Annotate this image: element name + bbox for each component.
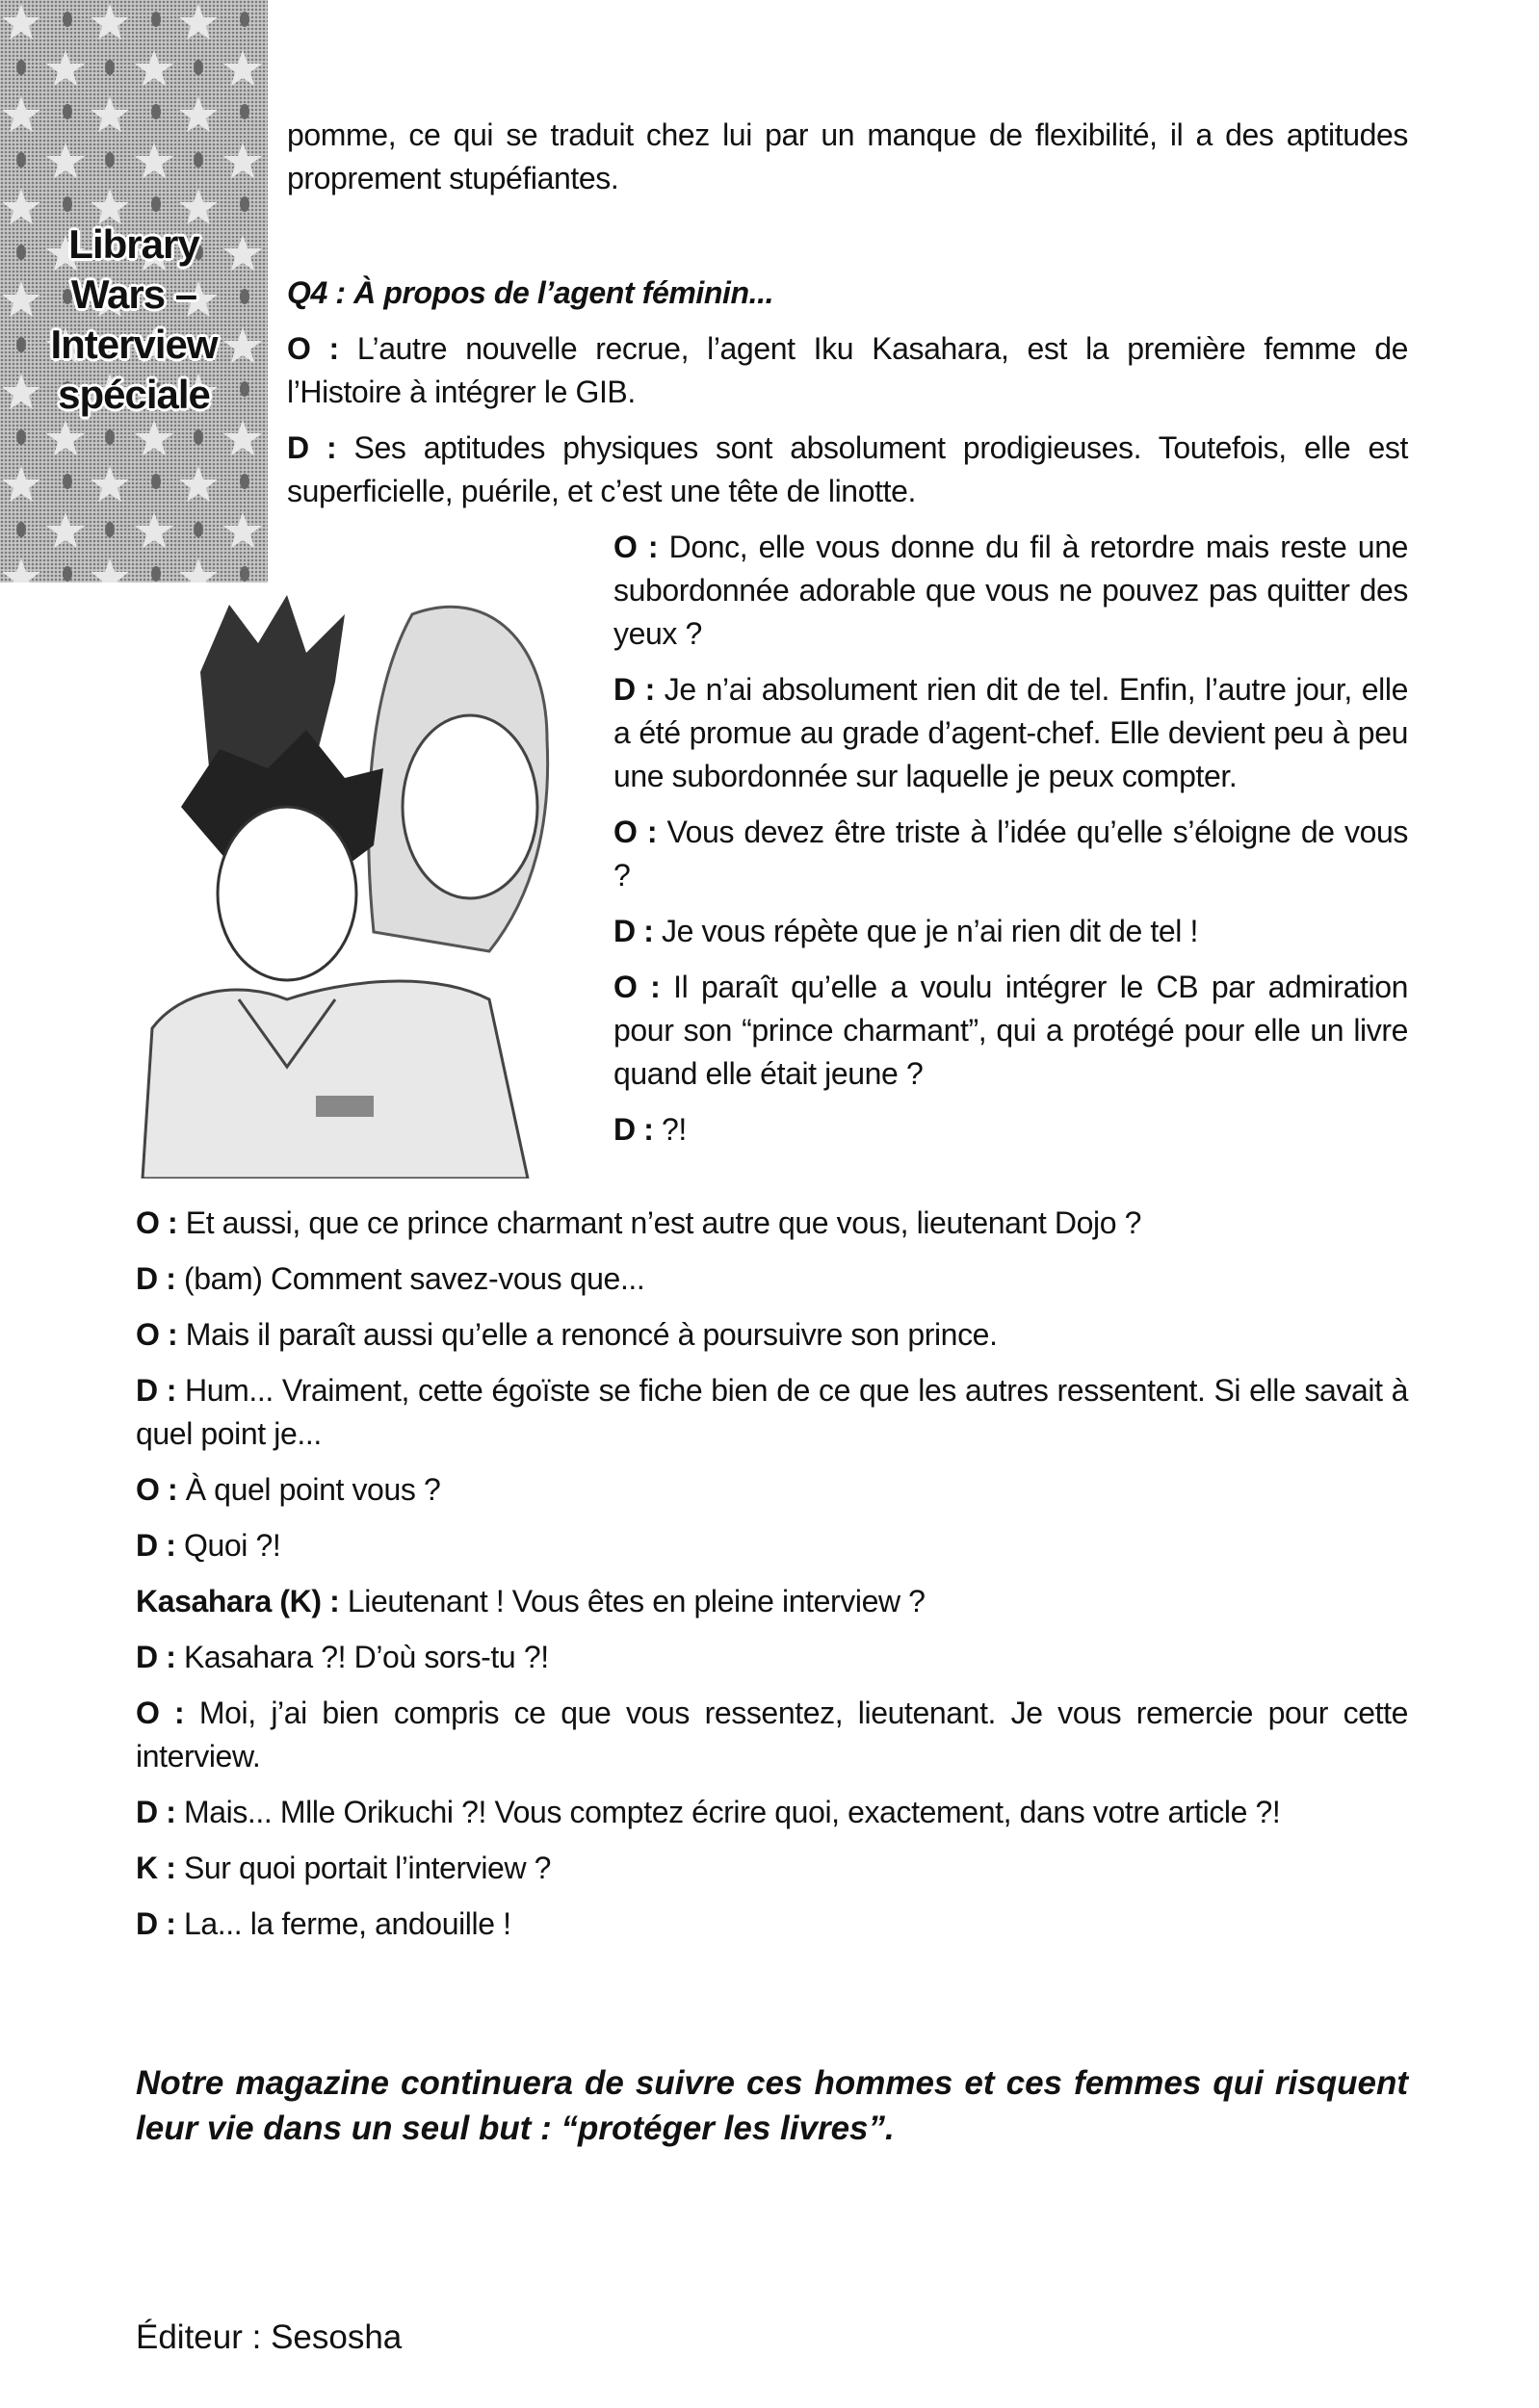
speaker-label: D : [613, 672, 655, 707]
title-line: spéciale [58, 372, 210, 417]
dialogue-line [613, 668, 1408, 798]
title-line: Library [68, 221, 199, 267]
dialogue-line [136, 1369, 1408, 1456]
question-heading: Q4 : À propos de l’agent féminin... [287, 275, 774, 310]
dialogue-line [136, 1847, 1408, 1890]
dialogue-text: Quoi ?! [183, 1528, 281, 1563]
speaker-label: O : [136, 1205, 178, 1240]
dialogue-text: (bam) Comment savez-vous que... [183, 1261, 645, 1296]
dialogue-text: L’autre nouvelle recrue, l’agent Iku Kasahara, est la première femme de l’Histoire à intégrer le GIB. [287, 331, 1408, 409]
title-line: Wars – [70, 272, 197, 317]
dialogue-text: Mais... Mlle Orikuchi ?! Vous comptez écrire quoi, exactement, dans votre article ?! [183, 1795, 1281, 1829]
dialogue-line [136, 1468, 1408, 1512]
dialogue-text: Je vous répète que je n’ai rien dit de tel ! [661, 914, 1198, 948]
title-line: Interview [50, 322, 218, 367]
dialogue-line [136, 1257, 1408, 1301]
speaker-label: Kasahara (K) : [136, 1584, 340, 1618]
speaker-label: D : [136, 1373, 176, 1408]
dialogue-text: À quel point vous ? [185, 1472, 441, 1507]
speaker-label: D : [136, 1906, 176, 1941]
section-title [0, 220, 268, 420]
dialogue-line [136, 1903, 1408, 1946]
speaker-label: O : [136, 1696, 185, 1730]
speaker-label: D : [613, 1112, 654, 1147]
dialogue-line [136, 1791, 1408, 1834]
speaker-label: D : [136, 1795, 176, 1829]
dialogue-text: ?! [661, 1112, 687, 1147]
dialogue-text: La... la ferme, andouille ! [183, 1906, 511, 1941]
speaker-label: D : [613, 914, 654, 948]
dialogue-top [287, 272, 1408, 526]
closing-statement: Notre magazine continuera de suivre ces hommes et ces femmes qui risquent leur vie dans un seul but : “protéger les livres”. [136, 2064, 1408, 2147]
dialogue-line [613, 811, 1408, 897]
speaker-label: K : [136, 1851, 176, 1885]
dialogue-line [136, 1313, 1408, 1357]
dialogue-text: Donc, elle vous donne du fil à retordre mais reste une subordonnée adorable que vous ne pouvez pas quitter des yeux ? [613, 530, 1408, 651]
speaker-label: O : [287, 331, 339, 366]
speaker-label: D : [136, 1528, 176, 1563]
dialogue-text: Kasahara ?! D’où sors-tu ?! [183, 1640, 549, 1674]
dialogue-text: Il paraît qu’elle a voulu intégrer le CB par admiration pour son “prince charmant”, qui a protégé pour elle un livre quand elle était jeune ? [613, 970, 1408, 1091]
dialogue-text: Moi, j’ai bien compris ce que vous ressentez, lieutenant. Je vous remercie pour cette interview. [136, 1696, 1408, 1774]
dialogue-line [613, 526, 1408, 656]
dialogue-line [136, 1580, 1408, 1623]
speaker-label: O : [136, 1317, 178, 1352]
dialogue-text: Hum... Vraiment, cette égoïste se fiche bien de ce que les autres ressentent. Si elle savait à quel point je... [136, 1373, 1408, 1451]
dialogue-line [613, 910, 1408, 953]
speaker-label: O : [136, 1472, 178, 1507]
speaker-label: D : [287, 430, 337, 465]
decorative-star-band [0, 0, 268, 583]
dialogue-line [287, 427, 1408, 513]
dialogue-text: Lieutenant ! Vous êtes en pleine interview ? [347, 1584, 926, 1618]
dialogue-line [136, 1636, 1408, 1679]
dialogue-text: Vous devez être triste à l’idée qu’elle s’éloigne de vous ? [613, 815, 1408, 893]
dialogue-text: Je n’ai absolument rien dit de tel. Enfin, l’autre jour, elle a été promue au grade d’agent-chef. Elle devient peu à peu une subordonnée sur laquelle je peux compter. [613, 672, 1408, 793]
speaker-label: O : [613, 530, 659, 564]
intro-text: pomme, ce qui se traduit chez lui par un manque de flexibilité, il a des aptitudes proprement stupéfiantes. [287, 117, 1408, 195]
dialogue-line [613, 1108, 1408, 1152]
dialogue-line [287, 327, 1408, 414]
speaker-label: D : [136, 1640, 176, 1674]
dialogue-bottom [136, 1202, 1408, 1958]
dialogue-line [136, 1524, 1408, 1567]
dialogue-text: Sur quoi portait l’interview ? [183, 1851, 552, 1885]
speaker-label: O : [613, 970, 661, 1004]
speaker-label: D : [136, 1261, 176, 1296]
dialogue-text: Et aussi, que ce prince charmant n’est autre que vous, lieutenant Dojo ? [185, 1205, 1141, 1240]
speaker-label: O : [613, 815, 658, 849]
dialogue-right [613, 526, 1408, 1164]
dialogue-line [136, 1692, 1408, 1778]
publisher-credit: Éditeur : Sesosha [136, 2318, 403, 2356]
dialogue-text: Ses aptitudes physiques sont absolument prodigieuses. Toutefois, elle est superficielle, puérile, et c’est une tête de linotte. [287, 430, 1408, 508]
character-illustration [123, 585, 595, 1178]
dialogue-line [136, 1202, 1408, 1245]
dialogue-text: Mais il paraît aussi qu’elle a renoncé à poursuivre son prince. [185, 1317, 998, 1352]
dialogue-line [613, 966, 1408, 1096]
intro-paragraph [287, 114, 1408, 213]
